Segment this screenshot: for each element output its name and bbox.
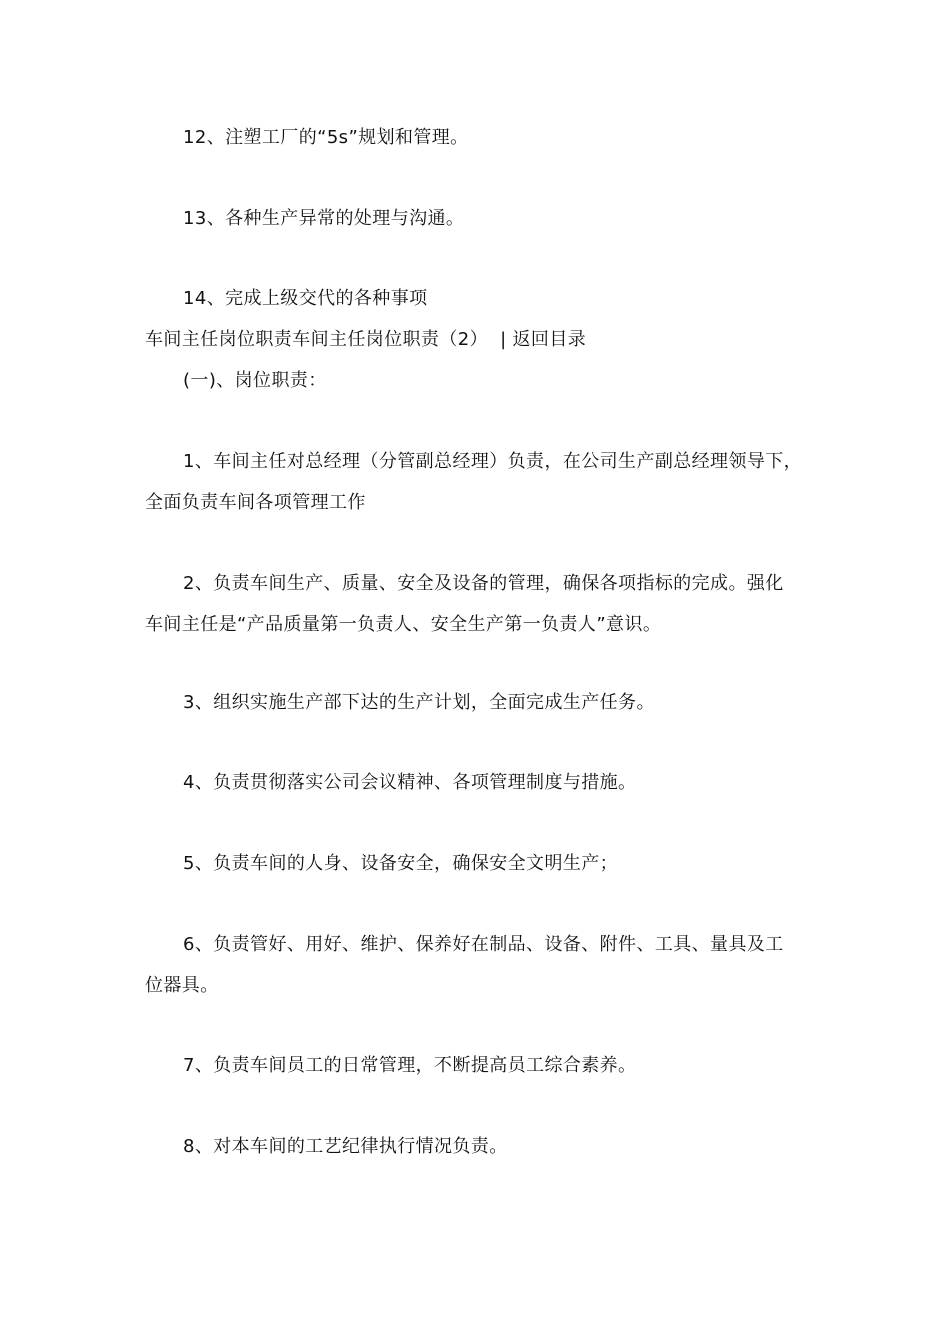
list-item-14: 14、完成上级交代的各种事项 bbox=[183, 288, 428, 309]
section-heading bbox=[145, 328, 586, 352]
duty-4: 4、负责贯彻落实公司会议精神、各项管理制度与措施。 bbox=[183, 772, 637, 793]
duty-7: 7、负责车间员工的日常管理，不断提高员工综合素养。 bbox=[183, 1055, 637, 1076]
heading-separator: | bbox=[500, 329, 507, 350]
duties-subheading: (一)、岗位职责： bbox=[183, 370, 327, 391]
duty-5: 5、负责车间的人身、设备安全，确保安全文明生产； bbox=[183, 853, 619, 874]
section-title: 车间主任岗位职责车间主任岗位职责（2） bbox=[145, 329, 489, 350]
duty-6-line-1: 6、负责管好、用好、维护、保养好在制品、设备、附件、工具、量具及工 bbox=[183, 934, 784, 955]
list-item-12: 12、注塑工厂的“5s”规划和管理。 bbox=[183, 127, 469, 148]
duty-1-line-1: 1、车间主任对总经理（分管副总经理）负责，在公司生产副总经理领导下， bbox=[183, 451, 803, 472]
back-to-toc-link[interactable]: 返回目录 bbox=[512, 329, 587, 350]
duty-1-line-2: 全面负责车间各项管理工作 bbox=[145, 492, 366, 513]
duty-8: 8、对本车间的工艺纪律执行情况负责。 bbox=[183, 1136, 508, 1157]
duty-2-line-1: 2、负责车间生产、质量、安全及设备的管理，确保各项指标的完成。强化 bbox=[183, 573, 784, 594]
duty-6-line-2: 位器具。 bbox=[145, 975, 219, 996]
duty-2-line-2: 车间主任是“产品质量第一负责人、安全生产第一负责人”意识。 bbox=[145, 614, 662, 635]
list-item-13: 13、各种生产异常的处理与沟通。 bbox=[183, 208, 465, 229]
duty-3: 3、组织实施生产部下达的生产计划，全面完成生产任务。 bbox=[183, 692, 655, 713]
